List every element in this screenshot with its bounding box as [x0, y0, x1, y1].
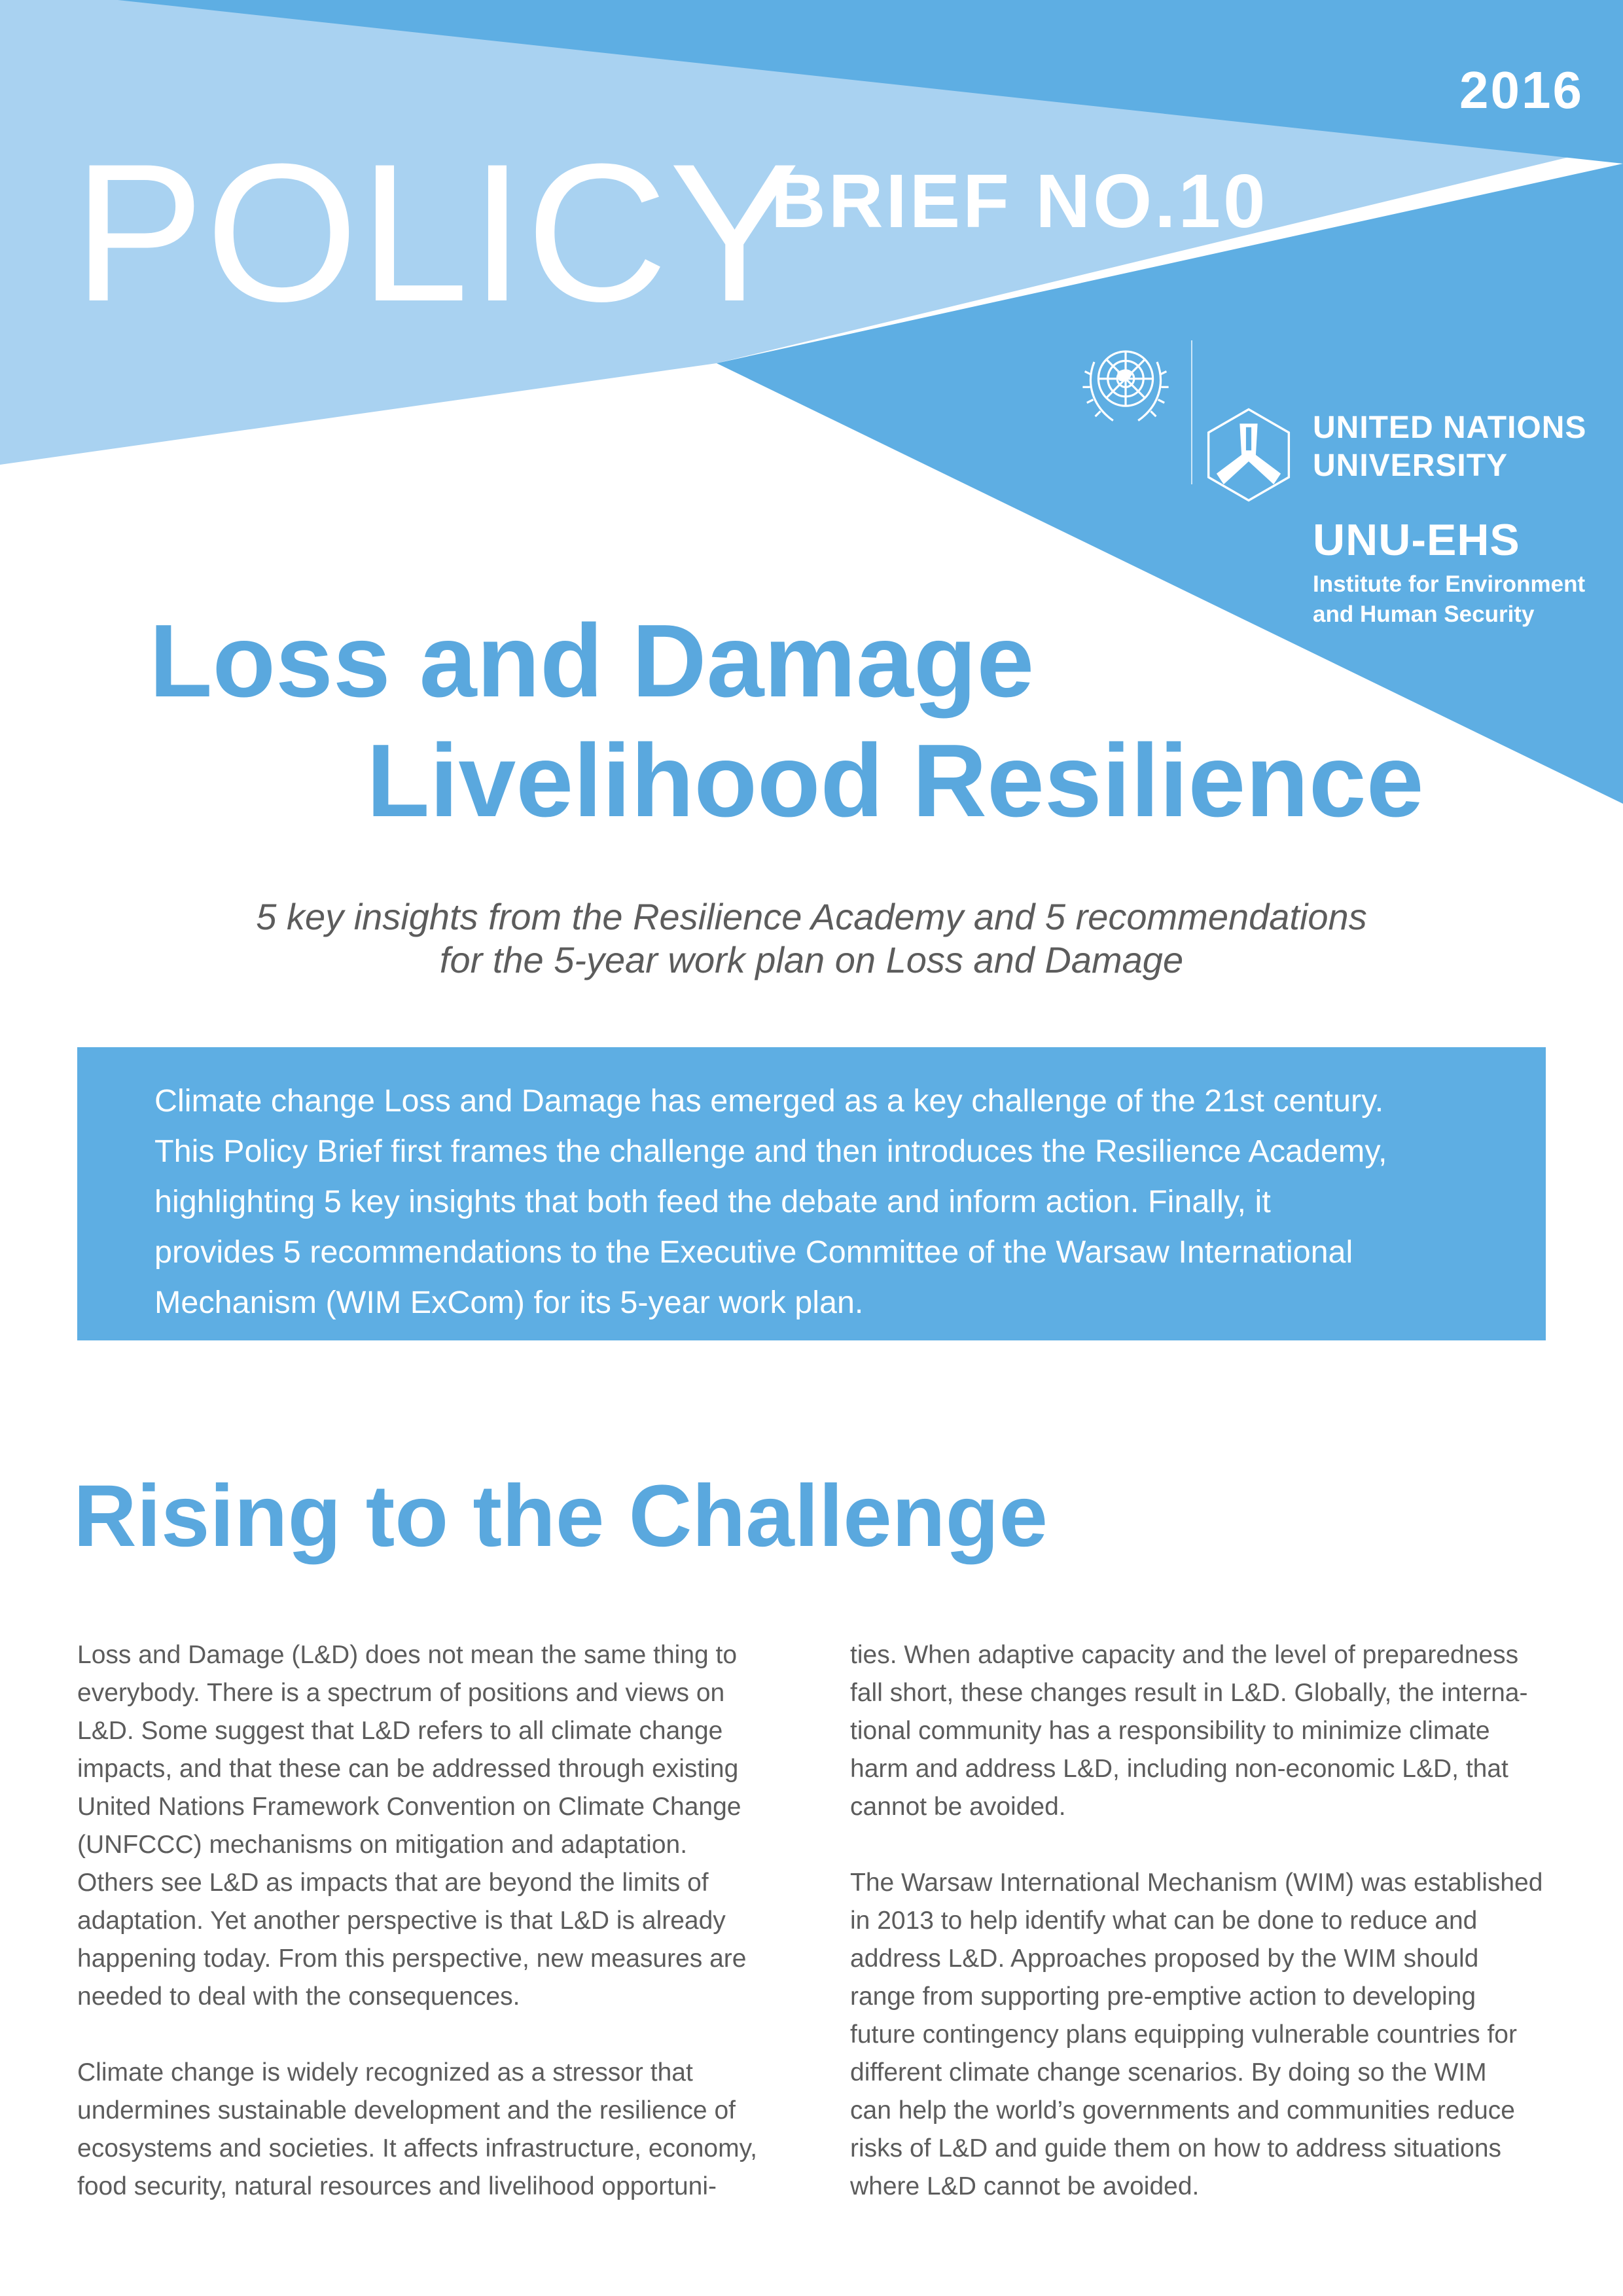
summary-line: highlighting 5 key insights that both feed the debate and inform action. Finally, it [154, 1184, 1271, 1219]
body-line: everybody. There is a spectrum of positions and views on [77, 1679, 725, 1707]
summary-line: This Policy Brief first frames the challenge and then introduces the Resilience Academy, [154, 1134, 1387, 1169]
body-line: ecosystems and societies. It affects infrastructure, economy, [77, 2134, 758, 2162]
body-paragraph [77, 2054, 757, 2206]
summary-line: Mechanism (WIM ExCom) for its 5-year work plan. [154, 1285, 864, 1320]
body-line: (UNFCCC) mechanisms on mitigation and adaptation. [77, 1831, 688, 1859]
body-line: L&D. Some suggest that L&D refers to all climate change [77, 1717, 723, 1745]
brief-number: BRIEF NO.10 [771, 158, 1268, 243]
un-emblem-icon [1073, 331, 1178, 435]
body-line: Others see L&D as impacts that are beyond the limits of [77, 1869, 709, 1897]
summary-line: Climate change Loss and Damage has emerged as a key challenge of the 21st century. [154, 1083, 1384, 1119]
document-title-line2: Livelihood Resilience [366, 723, 1424, 838]
document-title-line1: Loss and Damage [149, 603, 1035, 719]
body-line: Loss and Damage (L&D) does not mean the same thing to [77, 1641, 738, 1669]
body-line: in 2013 to help identify what can be done to reduce and [850, 1907, 1478, 1935]
section-heading: Rising to the Challenge [73, 1467, 1048, 1565]
institute-description-line2: and Human Security [1313, 601, 1535, 627]
body-column-left [77, 1636, 757, 2244]
institute-description-line1: Institute for Environment [1313, 571, 1586, 597]
body-line: harm and address L&D, including non-economic L&D, that [850, 1755, 1508, 1783]
logo-divider [1191, 340, 1192, 484]
body-line: needed to deal with the consequences. [77, 1982, 520, 2011]
body-line: adaptation. Yet another perspective is that L&D is already [77, 1907, 726, 1935]
body-line: address L&D. Approaches proposed by the WIM should [850, 1945, 1479, 1973]
body-line: fall short, these changes result in L&D. Globally, the interna- [850, 1679, 1528, 1707]
body-line: Climate change is widely recognized as a stressor that [77, 2058, 693, 2087]
body-column-right [850, 1636, 1543, 2244]
body-line: happening today. From this perspective, new measures are [77, 1945, 747, 1973]
institute-acronym: UNU-EHS [1313, 515, 1520, 565]
subtitle-line1: 5 key insights from the Resilience Academy and 5 recommendations [256, 896, 1367, 937]
body-line: range from supporting pre-emptive action to developing [850, 1982, 1476, 2011]
body-line: future contingency plans equipping vulnerable countries for [850, 2020, 1517, 2049]
summary-line: provides 5 recommendations to the Executive Committee of the Warsaw International [154, 1234, 1353, 1270]
organization-name-line1: UNITED NATIONS [1313, 410, 1587, 445]
body-paragraph [850, 1636, 1543, 1826]
body-line: food security, natural resources and livelihood opportuni- [77, 2172, 717, 2200]
body-line: United Nations Framework Convention on Climate Change [77, 1793, 741, 1821]
policy-heading: POLICY [73, 122, 802, 342]
publication-year: 2016 [1459, 61, 1584, 119]
subtitle-line2: for the 5-year work plan on Loss and Damage [439, 939, 1184, 980]
body-line: ties. When adaptive capacity and the level of preparedness [850, 1641, 1519, 1669]
body-paragraph [850, 1864, 1543, 2206]
body-line: where L&D cannot be avoided. [850, 2172, 1200, 2200]
body-line: can help the world’s governments and communities reduce [850, 2096, 1515, 2125]
body-line: tional community has a responsibility to minimize climate [850, 1717, 1490, 1745]
organization-name-line2: UNIVERSITY [1313, 448, 1508, 483]
body-line: impacts, and that these can be addressed through existing [77, 1755, 739, 1783]
summary-box [77, 1047, 1546, 1340]
body-line: undermines sustainable development and the resilience of [77, 2096, 736, 2125]
organization-name [1313, 409, 1586, 485]
unu-hexagon-icon [1203, 406, 1294, 504]
body-paragraph [77, 1636, 757, 2016]
institute-description [1313, 569, 1585, 630]
body-line: The Warsaw International Mechanism (WIM) was established [850, 1869, 1543, 1897]
body-line: cannot be avoided. [850, 1793, 1066, 1821]
body-line: different climate change scenarios. By doing so the WIM [850, 2058, 1487, 2087]
body-line: risks of L&D and guide them on how to address situations [850, 2134, 1502, 2162]
